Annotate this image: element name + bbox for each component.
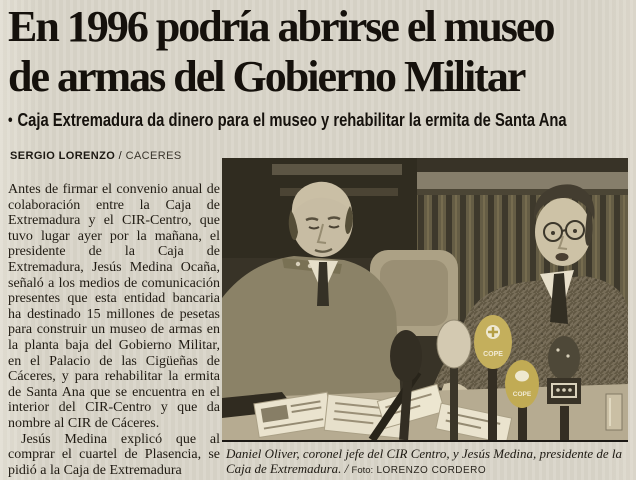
- bullet-icon: •: [8, 112, 13, 129]
- photo-credit-label: Foto:: [351, 465, 374, 476]
- photo-credit-name: LORENZO CORDERO: [376, 465, 487, 476]
- subhead-text: Caja Extremadura da dinero para el museo y rehabilitar la ermita de Santa Ana: [17, 110, 567, 130]
- article-subhead: [8, 110, 636, 131]
- cope-mic-label: COPE: [512, 391, 532, 398]
- byline-separator: /: [115, 150, 126, 162]
- byline-author: SERGIO LORENZO: [10, 150, 116, 162]
- caption-text: Daniel Oliver, coronel jefe del CIR Centro, y Jesús Medina, presidente de la Caja de Extremadura.: [226, 446, 623, 476]
- cope-mic-label: COPE: [483, 351, 503, 358]
- article-headline: [8, 2, 634, 102]
- byline-city: CACERES: [125, 150, 182, 162]
- photo-illustration: [222, 158, 628, 440]
- body-paragraph-1: Antes de firmar el convenio anual de colaboración entre la Caja de Extremadura y el CIR-Centro, que tuvo lugar ayer por la mañana, el presidente de la Caja de Extremadura, Jesús Medina Ocaña, señaló a los medios de comunicación presentes que esta entidad bancaria ha destinado 15 millones de pesetas para construir un museo de armas en la planta baja del Gobierno Militar, en el Palacio de las Cigüeñas de Cáceres, y para rehabilitar la ermita de Santa Ana que se encuentra en el interior del CIR-Centro y que da nombre al CIR de Cáceres.: [8, 182, 220, 431]
- headline-line-2: de armas del Gobierno Militar: [8, 52, 525, 101]
- photo-caption: [226, 446, 630, 478]
- headline-line-1: En 1996 podría abrirse el museo: [8, 2, 554, 51]
- caption-separator: /: [341, 461, 352, 476]
- press-conference-photo: [222, 158, 628, 442]
- article-byline: [10, 150, 182, 162]
- article-body-column: [8, 182, 220, 480]
- body-paragraph-2: Jesús Medina explicó que al comprar el cuartel de Plasencia, se pidió a la Caja de Extremadura: [8, 431, 220, 478]
- sepia-tint-overlay: [222, 158, 628, 440]
